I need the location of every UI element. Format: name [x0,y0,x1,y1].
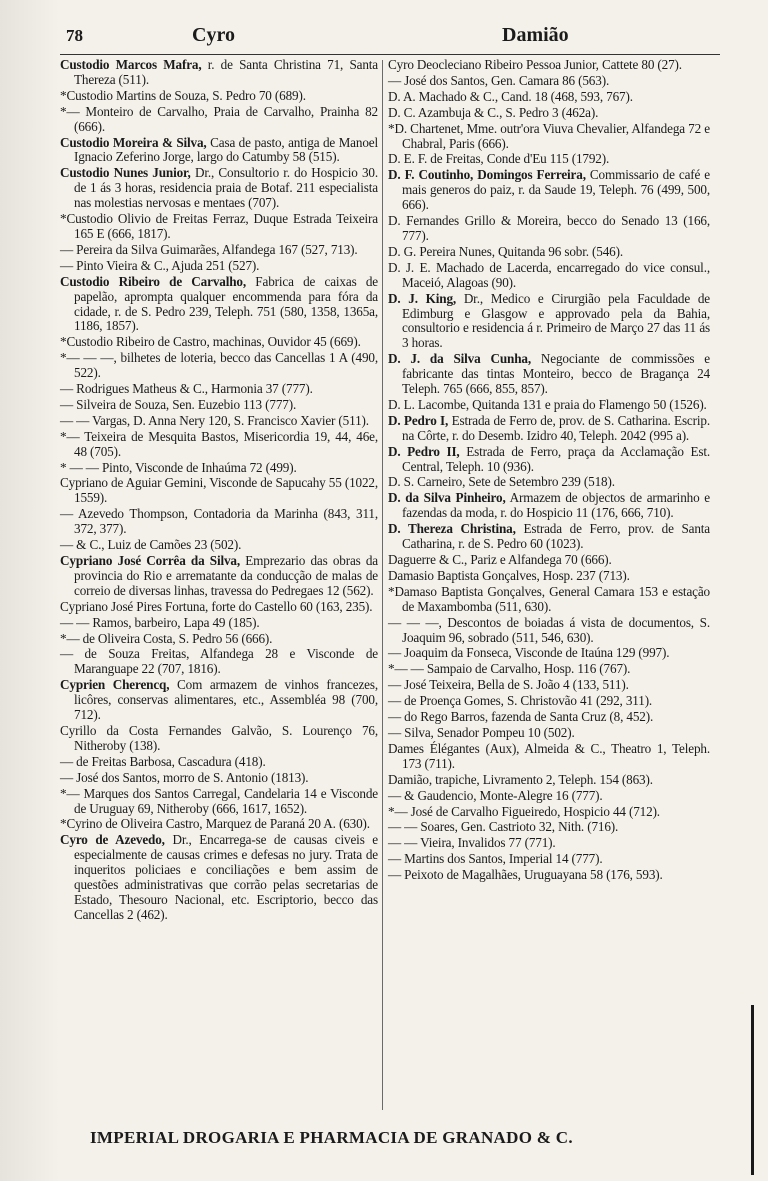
entry-details: D. G. Pereira Nunes, Quitanda 96 sobr. (546). [388,243,623,259]
directory-entry [60,538,378,553]
entry-name: Cypriano José Corrêa da Silva, [60,553,241,568]
entry-details: r. de Santa Christina 71, Santa Thereza (511). [74,57,378,87]
entry-details: — — Vargas, D. Anna Nery 120, S. Francisco Xavier (511). [60,412,369,428]
entry-details: Cypriano de Aguiar Gemini, Visconde de Sapucahy 55 (1022, 1559). [60,475,378,506]
entry-details: — & C., Luiz de Camões 23 (502). [60,537,242,553]
directory-entry [60,58,378,88]
entry-details: Dames Élégantes (Aux), Almeida & C., Theatro 1, Teleph. 173 (711). [388,740,710,771]
column-divider [382,60,383,1110]
entry-details: — Pereira da Silva Guimarães, Alfandega 167 (527, 713). [60,241,358,257]
directory-entry [388,90,710,105]
entry-name: Custodio Ribeiro de Carvalho, [60,273,247,289]
entry-details: D. C. Azambuja & C., S. Pedro 3 (462a). [388,104,599,120]
entry-details: — de Proença Gomes, S. Christovão 41 (292, 311). [388,693,653,709]
directory-entry [388,820,710,835]
entry-details: *— — Sampaio de Carvalho, Hosp. 116 (767). [388,661,631,677]
entry-details: — Martins dos Santos, Imperial 14 (777). [388,851,603,867]
directory-entry [60,647,378,677]
entry-details: D. L. Lacombe, Quitanda 131 e praia do Flamengo 50 (1526). [388,396,707,412]
directory-entry [388,352,710,397]
directory-entry [388,773,710,788]
directory-entry [388,662,710,677]
entry-details: Com armazem de vinhos francezes, licôres, conservas alimentares, etc., Assembléa 98 (700, 712). [74,677,378,723]
entry-details: — — Soares, Gen. Castrioto 32, Nith. (716). [388,819,619,835]
entry-details: Negociante de commissões e fabricante das tintas Monteiro, becco de Bragança 24 Teleph. 765 (666, 855, 857). [402,351,710,397]
entry-details: Emprezario das obras da provincia do Rio e arrematante da conducção de malas de correio de diversas linhas, travessa do Pedregaes 12 (562). [74,553,379,598]
directory-entry [388,152,710,167]
directory-entry [60,787,378,817]
directory-entry [60,259,378,274]
entry-name: D. F. Coutinho, Domingos Ferreira, [388,167,586,183]
directory-entry [388,726,710,741]
entry-details: Fabrica de caixas de papelão, aprompta qualquer encommenda para fóra da cidade, r. de S. Pedro 239, Teleph. 751 (580, 1358, 1365a, 1186, 1857). [74,273,378,334]
directory-entry [60,414,378,429]
entry-details: — Silva, Senador Pompeu 10 (502). [388,724,575,740]
directory-entry [388,168,710,213]
directory-entry [388,122,710,152]
directory-entry [388,616,710,646]
margin-rule [751,1005,754,1175]
entry-details: Cypriano José Pires Fortuna, forte do Castello 60 (163, 235). [60,598,373,614]
directory-entry [388,585,710,615]
entry-details: Armazem de objectos de armarinho e fazendas da moda, r. do Hospicio 11 (176, 666, 710). [402,490,710,521]
directory-entry [60,382,378,397]
directory-entry [60,678,378,723]
directory-entry [388,852,710,867]
directory-entry [388,491,710,521]
directory-entry [388,742,710,772]
directory-entry [60,351,378,381]
footer-advertisement: IMPERIAL DROGARIA E PHARMACIA DE GRANADO & C. [90,1128,573,1147]
directory-entry [60,771,378,786]
directory-entry [388,445,710,475]
entry-details: D. E. F. de Freitas, Conde d'Eu 115 (1792). [388,151,610,167]
directory-entry [388,553,710,568]
entry-name: D. da Silva Pinheiro, [388,490,506,506]
entry-details: — Azevedo Thompson, Contadoria da Marinha (843, 311, 372, 377). [60,506,378,537]
directory-entry [60,833,378,922]
directory-entry [388,74,710,89]
entry-details: Cyro Deocleciano Ribeiro Pessoa Junior, Cattete 80 (27). [388,57,682,72]
entry-details: *D. Chartenet, Mme. outr'ora Viuva Chevalier, Alfandega 72 e Chabral, Paris (666). [388,120,710,151]
entry-details: *— Teixeira de Mesquita Bastos, Misericordia 19, 44, 46e, 48 (705). [60,428,378,459]
entry-details: — Rodrigues Matheus & C., Harmonia 37 (777). [60,381,313,397]
directory-entry [388,836,710,851]
entry-details: *— Marques dos Santos Carregal, Candelaria 14 e Visconde de Uruguay 69, Nitheroby (666, 1617, 1652). [60,785,378,816]
entry-details: — José dos Santos, Gen. Camara 86 (563). [388,72,610,88]
directory-entry [60,476,378,506]
directory-entry [388,569,710,584]
entry-details: D. J. E. Machado de Lacerda, encarregado do vice consul., Maceió, Alagoas (90). [388,259,710,290]
page-header [60,18,720,55]
entry-details: — do Rego Barros, fazenda de Santa Cruz (8, 452). [388,709,654,725]
entry-details: * — — Pinto, Visconde de Inhaúma 72 (499). [60,459,297,475]
entry-details: Dr., Medico e Cirurgião pela Faculdade de Edimburg e Glasgow e approvado pela da Bahia, consultorio e residencia á r. Primeiro de Março 27 das 11 ás 3 horas. [402,290,710,351]
entry-details: *Damaso Baptista Gonçalves, General Camara 153 e estação de Maxambomba (511, 630). [388,583,710,614]
right-column [388,58,710,884]
directory-entry [60,461,378,476]
directory-entry [60,335,378,350]
entry-details: Estrada de Ferro, prov. de Santa Catharina, r. de S. Pedro 60 (1023). [402,521,710,552]
directory-entry [60,243,378,258]
page-number: 78 [66,26,83,45]
directory-entry [60,507,378,537]
entry-details: *Custodio Olivio de Freitas Ferraz, Duque Estrada Teixeira 165 E (666, 1817). [60,211,378,241]
entry-name: D. Pedro II, [388,443,460,459]
entry-name: Custodio Marcos Mafra, [60,57,202,72]
entry-name: Cyro de Azevedo, [60,832,165,848]
directory-entry [388,398,710,413]
entry-name: Cyprien Cherencq, [60,677,170,693]
directory-entry [60,724,378,754]
directory-entry [388,245,710,260]
directory-entry [388,789,710,804]
directory-entry [60,600,378,615]
directory-entry [388,868,710,883]
entry-details: D. S. Carneiro, Sete de Setembro 239 (518). [388,474,615,490]
directory-entry [60,398,378,413]
entry-details: *— de Oliveira Costa, S. Pedro 56 (666). [60,630,273,646]
directory-entry [388,522,710,552]
entry-details: — — Vieira, Invalidos 77 (771). [388,835,556,851]
entry-details: — — —, Descontos de boiadas á vista de documentos, S. Joaquim 96, sobrado (511, 546, 630). [388,614,710,645]
entry-details: — — Ramos, barbeiro, Lapa 49 (185). [60,614,260,630]
entry-details: — Peixoto de Magalhães, Uruguayana 58 (176, 593). [388,867,663,883]
entry-details: — de Freitas Barbosa, Cascadura (418). [60,753,266,769]
entry-details: D. Fernandes Grillo & Moreira, becco do Senado 13 (166, 777). [388,213,710,243]
entry-details: Estrada de Ferro, praça da Acclamação Est. Central, Teleph. 10 (936). [402,443,710,474]
entry-details: — Silveira de Souza, Sen. Euzebio 113 (777). [60,396,297,412]
entry-name: Custodio Nunes Junior, [60,165,191,181]
directory-entry [388,805,710,820]
entry-details: Dr., Encarrega-se de causas civeis e especialmente de causas crimes e defesas no jury. Trata de inqueritos policiaes e conciliações e bem assim de questões administrativas que corrão pelas secretarias de Estado, Thesouro Nacional, etc. Escriptorio, becco das Cancellas 2 (462). [74,832,378,922]
directory-entry [60,89,378,104]
directory-entry [388,58,710,73]
directory-entry [388,414,710,444]
entry-details: — José dos Santos, morro de S. Antonio (1813). [60,769,309,785]
entry-name: D. Pedro I, [388,412,449,428]
directory-entry [60,554,378,599]
directory-entry [388,646,710,661]
entry-details: Casa de pasto, antiga de Manoel Ignacio Zeferino Jorge, largo do Catumby 58 (515). [74,134,378,165]
entry-details: *Cyrino de Oliveira Castro, Marquez de Paraná 20 A. (630). [60,816,370,832]
directory-entry [388,710,710,725]
entry-details: — José Teixeira, Bella de S. João 4 (133, 511). [388,677,629,693]
left-running-head: Cyro [192,24,235,46]
directory-entry [60,166,378,211]
entry-details: Cyrillo da Costa Fernandes Galvão, S. Lourenço 76, Nitheroby (138). [60,722,378,753]
directory-entry [60,275,378,335]
page-edge-shadow [0,0,60,1181]
entry-details: *Custodio Ribeiro de Castro, machinas, Ouvidor 45 (669). [60,334,361,350]
directory-entry [388,678,710,693]
directory-entry [60,212,378,242]
entry-details: — Pinto Vieira & C., Ajuda 251 (527). [60,257,260,273]
entry-name: Custodio Moreira & Silva, [60,134,207,150]
entry-details: — & Gaudencio, Monte-Alegre 16 (777). [388,787,603,803]
directory-entry [388,261,710,291]
entry-details: — Joaquim da Fonseca, Visconde de Itaúna 129 (997). [388,645,670,661]
entry-details: Dr., Consultorio r. do Hospicio 30. de 1 ás 3 horas, residencia praia de Botaf. 211 especialista nas molestias nervosas e mentaes (707). [74,165,378,211]
entry-details: Damasio Baptista Gonçalves, Hosp. 237 (713). [388,567,630,583]
entry-name: D. Thereza Christina, [388,521,516,537]
entry-details: Damião, trapiche, Livramento 2, Teleph. 154 (863). [388,771,653,787]
right-running-head: Damião [502,24,569,46]
directory-entry [388,475,710,490]
entry-details: D. A. Machado & C., Cand. 18 (468, 593, 767). [388,88,633,104]
directory-entry [60,616,378,631]
entry-name: D. J. da Silva Cunha, [388,351,531,367]
directory-entry [60,817,378,832]
entry-details: Commissario de café e mais generos do paiz, r. da Saude 19, Teleph. 76 (499, 500, 666). [402,167,710,213]
entry-details: *— José de Carvalho Figueiredo, Hospicio 44 (712). [388,803,660,819]
directory-entry [388,292,710,352]
directory-entry [60,755,378,770]
entry-name: D. J. King, [388,290,457,306]
entry-details: Estrada de Ferro de, prov. de S. Catharina. Escrip. na Côrte, r. do Desemb. Izidro 40, Teleph. 2042 (995 a). [402,412,710,443]
directory-entry [388,106,710,121]
directory-entry [60,430,378,460]
left-column [60,58,378,924]
entry-details: — de Souza Freitas, Alfandega 28 e Visconde de Maranguape 22 (707, 1816). [60,646,378,677]
directory-entry [388,694,710,709]
directory-entry [60,632,378,647]
directory-entry [60,136,378,166]
entry-details: Daguerre & C., Pariz e Alfandega 70 (666). [388,552,612,567]
entry-details: *— — —, bilhetes de loteria, becco das Cancellas 1 A (490, 522). [60,350,378,381]
entry-details: *— Monteiro de Carvalho, Praia de Carvalho, Prainha 82 (666). [60,103,378,134]
directory-entry [388,214,710,244]
entry-details: *Custodio Martins de Souza, S. Pedro 70 (689). [60,87,306,103]
directory-entry [60,105,378,135]
